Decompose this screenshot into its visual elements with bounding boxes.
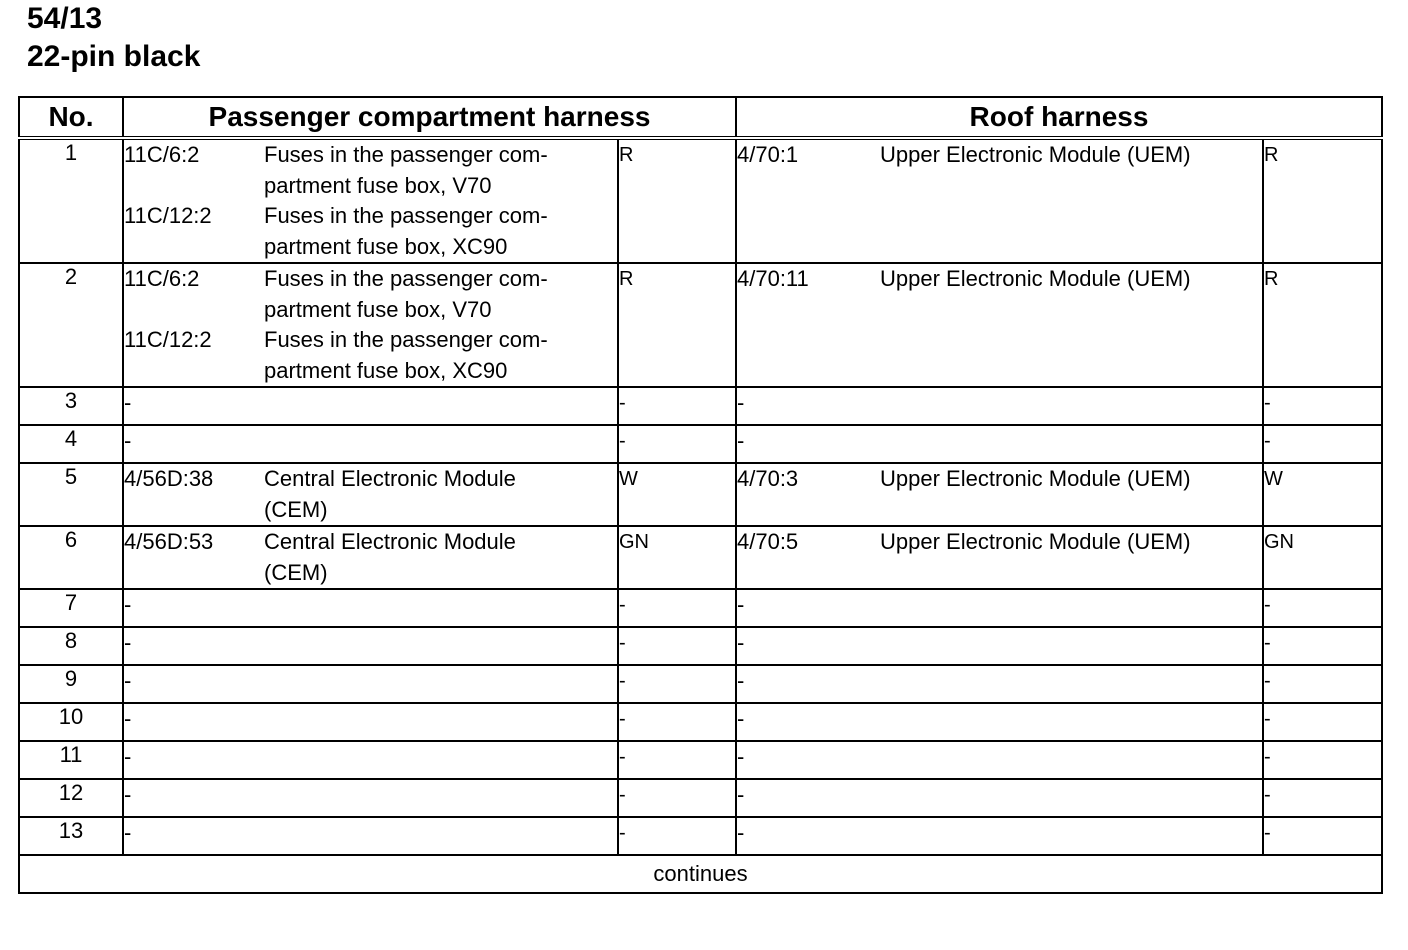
roof-wire-color-value: -: [1264, 746, 1271, 768]
pin-number: 12: [19, 779, 123, 817]
passenger-wire-color: [618, 779, 736, 817]
roof-wire-color-value: -: [1264, 670, 1271, 692]
roof-wire-color: [1263, 387, 1382, 425]
passenger-component-description: Fuses in the passenger com-: [264, 203, 548, 228]
pin-number: 6: [19, 526, 123, 589]
passenger-component-description: [264, 818, 617, 849]
roof-component-description: [880, 628, 1262, 659]
passenger-connector-code: -: [124, 390, 132, 415]
connector-description: 22-pin black: [27, 40, 201, 73]
roof-connector-code: -: [737, 744, 745, 769]
roof-component-description: [880, 590, 1262, 621]
roof-connector-code: 4/70:11: [737, 266, 809, 291]
roof-connection-line: [737, 527, 1262, 558]
pin-number: 1: [19, 138, 123, 263]
roof-connection-line: [737, 264, 1262, 295]
roof-connection: [736, 703, 1263, 741]
passenger-connection-line: [124, 742, 617, 773]
roof-connection: [736, 387, 1263, 425]
passenger-wire-color: [618, 627, 736, 665]
roof-connection-line: [737, 742, 1262, 773]
passenger-wire-color-value: W: [619, 468, 638, 490]
roof-wire-color: [1263, 589, 1382, 627]
passenger-component-description: Fuses in the passenger com-: [264, 327, 548, 352]
passenger-wire-color: [618, 263, 736, 387]
passenger-connector-code: [124, 232, 264, 263]
passenger-component-description: [264, 666, 617, 697]
pin-row: [19, 779, 1382, 817]
passenger-connection-line: [124, 590, 617, 621]
passenger-component-description: [264, 426, 617, 457]
pin-row: [19, 741, 1382, 779]
roof-connector-code: 4/70:5: [737, 529, 799, 554]
roof-component-description: [880, 426, 1262, 457]
passenger-connection-line: [124, 201, 617, 232]
roof-connection: [736, 665, 1263, 703]
pin-number: 11: [19, 741, 123, 779]
passenger-connection-line: [124, 704, 617, 735]
passenger-connection: [123, 263, 618, 387]
passenger-connector-code: 11C/6:2: [124, 142, 200, 167]
passenger-component-description: [264, 780, 617, 811]
passenger-wire-color-value: -: [619, 746, 626, 768]
roof-wire-color-value: R: [1264, 268, 1279, 290]
pin-number: 5: [19, 463, 123, 526]
roof-connection: [736, 627, 1263, 665]
passenger-connector-code: 11C/12:2: [124, 327, 212, 352]
roof-connection: [736, 263, 1263, 387]
passenger-connection: [123, 589, 618, 627]
passenger-connector-code: [124, 495, 264, 526]
roof-connector-code: -: [737, 390, 745, 415]
passenger-connection-line: [124, 140, 617, 171]
passenger-component-description: Central Electronic Module: [264, 466, 516, 491]
passenger-connector-code: 11C/6:2: [124, 266, 200, 291]
pin-number: 4: [19, 425, 123, 463]
roof-wire-color: [1263, 741, 1382, 779]
roof-component-description: [880, 780, 1262, 811]
passenger-wire-color-value: R: [619, 268, 634, 290]
header-passenger-harness: Passenger compartment harness: [123, 97, 736, 138]
roof-wire-color: [1263, 779, 1382, 817]
pin-row: [19, 589, 1382, 627]
passenger-connection-line: [124, 628, 617, 659]
passenger-connector-code: -: [124, 668, 132, 693]
passenger-wire-color-value: -: [619, 784, 626, 806]
passenger-connection-line: [124, 356, 617, 387]
roof-connection-line: [737, 628, 1262, 659]
roof-wire-color: [1263, 463, 1382, 526]
pin-row: [19, 263, 1382, 387]
passenger-component-description: Fuses in the passenger com-: [264, 266, 548, 291]
passenger-wire-color-value: -: [619, 822, 626, 844]
roof-connection-line: [737, 590, 1262, 621]
roof-wire-color-value: -: [1264, 708, 1271, 730]
roof-connection: [736, 138, 1263, 263]
passenger-wire-color-value: -: [619, 430, 626, 452]
passenger-connector-code: 4/56D:38: [124, 466, 214, 491]
pin-rows: [19, 138, 1382, 855]
roof-connector-code: 4/70:1: [737, 142, 799, 167]
passenger-connection: [123, 526, 618, 589]
roof-connection-line: [737, 140, 1262, 171]
passenger-connector-code: [124, 171, 264, 202]
roof-wire-color: [1263, 703, 1382, 741]
passenger-connection: [123, 665, 618, 703]
passenger-component-description: [264, 388, 617, 419]
roof-component-description: Upper Electronic Module (UEM): [880, 529, 1191, 554]
roof-wire-color-value: -: [1264, 784, 1271, 806]
passenger-connector-code: -: [124, 630, 132, 655]
passenger-wire-color-value: GN: [619, 531, 649, 553]
roof-connection: [736, 817, 1263, 855]
roof-wire-color: [1263, 263, 1382, 387]
roof-wire-color-value: -: [1264, 392, 1271, 414]
pin-row: [19, 627, 1382, 665]
passenger-component-description: [264, 590, 617, 621]
passenger-connection-line: [124, 232, 617, 263]
passenger-connection-line: [124, 780, 617, 811]
pin-number: 8: [19, 627, 123, 665]
passenger-connector-code: -: [124, 592, 132, 617]
passenger-component-description: partment fuse box, XC90: [264, 233, 508, 259]
roof-connection-line: [737, 704, 1262, 735]
pin-row: [19, 665, 1382, 703]
passenger-connector-code: -: [124, 706, 132, 731]
roof-wire-color-value: -: [1264, 822, 1271, 844]
roof-wire-color: [1263, 138, 1382, 263]
roof-connection: [736, 425, 1263, 463]
passenger-component-description: [264, 704, 617, 735]
roof-connector-code: -: [737, 428, 745, 453]
pin-number: 2: [19, 263, 123, 387]
roof-connection: [736, 526, 1263, 589]
roof-wire-color-value: W: [1264, 468, 1283, 490]
roof-connection: [736, 589, 1263, 627]
roof-component-description: [880, 666, 1262, 697]
passenger-connection: [123, 425, 618, 463]
passenger-component-description: partment fuse box, XC90: [264, 357, 508, 383]
passenger-connection-line: [124, 818, 617, 849]
passenger-component-description: Fuses in the passenger com-: [264, 142, 548, 167]
passenger-connector-code: -: [124, 782, 132, 807]
pin-row: [19, 817, 1382, 855]
pin-table: [18, 96, 1383, 894]
roof-connection-line: [737, 666, 1262, 697]
roof-connector-code: 4/70:3: [737, 466, 799, 491]
header-row: [19, 97, 1382, 138]
passenger-connection-line: [124, 171, 617, 202]
passenger-connection-line: [124, 666, 617, 697]
roof-wire-color-value: -: [1264, 594, 1271, 616]
passenger-wire-color: [618, 425, 736, 463]
roof-wire-color: [1263, 526, 1382, 589]
roof-wire-color: [1263, 665, 1382, 703]
passenger-wire-color-value: -: [619, 632, 626, 654]
passenger-component-description: [264, 742, 617, 773]
roof-connection: [736, 741, 1263, 779]
passenger-component-description: (CEM): [264, 559, 328, 585]
continues-note: continues: [19, 855, 1382, 893]
roof-component-description: Upper Electronic Module (UEM): [880, 142, 1191, 167]
passenger-connector-code: 4/56D:53: [124, 529, 214, 554]
passenger-connection: [123, 627, 618, 665]
roof-component-description: [880, 818, 1262, 849]
passenger-component-description: [264, 628, 617, 659]
roof-component-description: Upper Electronic Module (UEM): [880, 466, 1191, 491]
roof-component-description: [880, 742, 1262, 773]
pin-row: [19, 138, 1382, 263]
passenger-connection: [123, 703, 618, 741]
passenger-connection-line: [124, 527, 617, 558]
passenger-wire-color-value: -: [619, 670, 626, 692]
pin-number: 7: [19, 589, 123, 627]
passenger-wire-color: [618, 665, 736, 703]
roof-connector-code: -: [737, 630, 745, 655]
roof-connection-line: [737, 818, 1262, 849]
pin-number: 13: [19, 817, 123, 855]
passenger-connection-line: [124, 264, 617, 295]
roof-connector-code: -: [737, 668, 745, 693]
passenger-wire-color: [618, 387, 736, 425]
roof-wire-color: [1263, 817, 1382, 855]
pin-row: [19, 387, 1382, 425]
passenger-component-description: partment fuse box, V70: [264, 172, 492, 198]
passenger-connection-line: [124, 426, 617, 457]
passenger-wire-color-value: R: [619, 144, 634, 166]
roof-component-description: [880, 704, 1262, 735]
passenger-component-description: (CEM): [264, 496, 328, 522]
passenger-wire-color: [618, 817, 736, 855]
passenger-connection-line: [124, 558, 617, 589]
passenger-connector-code: -: [124, 428, 132, 453]
passenger-connection-line: [124, 325, 617, 356]
passenger-wire-color: [618, 589, 736, 627]
passenger-connection: [123, 387, 618, 425]
roof-wire-color-value: R: [1264, 144, 1279, 166]
header-roof-harness: Roof harness: [736, 97, 1382, 138]
connector-id: 54/13: [27, 2, 103, 35]
passenger-component-description: Central Electronic Module: [264, 529, 516, 554]
roof-connection: [736, 463, 1263, 526]
passenger-connection-line: [124, 464, 617, 495]
passenger-wire-color-value: -: [619, 708, 626, 730]
passenger-connector-code: 11C/12:2: [124, 203, 212, 228]
passenger-connection: [123, 138, 618, 263]
passenger-wire-color: [618, 741, 736, 779]
passenger-wire-color: [618, 463, 736, 526]
passenger-connection-line: [124, 295, 617, 326]
pin-row: [19, 526, 1382, 589]
roof-connection-line: [737, 426, 1262, 457]
footer-row: [19, 855, 1382, 893]
passenger-wire-color: [618, 526, 736, 589]
roof-wire-color-value: GN: [1264, 531, 1294, 553]
passenger-connection-line: [124, 495, 617, 526]
passenger-connector-code: [124, 356, 264, 387]
passenger-connection: [123, 817, 618, 855]
pin-row: [19, 463, 1382, 526]
pin-row: [19, 703, 1382, 741]
passenger-connection: [123, 779, 618, 817]
roof-wire-color-value: -: [1264, 632, 1271, 654]
roof-wire-color: [1263, 425, 1382, 463]
pin-row: [19, 425, 1382, 463]
roof-connector-code: -: [737, 706, 745, 731]
passenger-connection: [123, 741, 618, 779]
roof-wire-color-value: -: [1264, 430, 1271, 452]
roof-connection-line: [737, 464, 1262, 495]
pin-number: 9: [19, 665, 123, 703]
passenger-connector-code: [124, 558, 264, 589]
passenger-connection: [123, 463, 618, 526]
passenger-component-description: partment fuse box, V70: [264, 296, 492, 322]
passenger-wire-color: [618, 138, 736, 263]
roof-connector-code: -: [737, 820, 745, 845]
roof-component-description: [880, 388, 1262, 419]
passenger-connector-code: -: [124, 744, 132, 769]
passenger-connector-code: -: [124, 820, 132, 845]
roof-connection-line: [737, 780, 1262, 811]
pin-number: 10: [19, 703, 123, 741]
pin-number: 3: [19, 387, 123, 425]
passenger-wire-color-value: -: [619, 594, 626, 616]
header-no: No.: [19, 97, 123, 138]
roof-component-description: Upper Electronic Module (UEM): [880, 266, 1191, 291]
passenger-connection-line: [124, 388, 617, 419]
roof-connection-line: [737, 388, 1262, 419]
roof-connection: [736, 779, 1263, 817]
roof-wire-color: [1263, 627, 1382, 665]
roof-connector-code: -: [737, 782, 745, 807]
passenger-wire-color-value: -: [619, 392, 626, 414]
roof-connector-code: -: [737, 592, 745, 617]
passenger-wire-color: [618, 703, 736, 741]
passenger-connector-code: [124, 295, 264, 326]
